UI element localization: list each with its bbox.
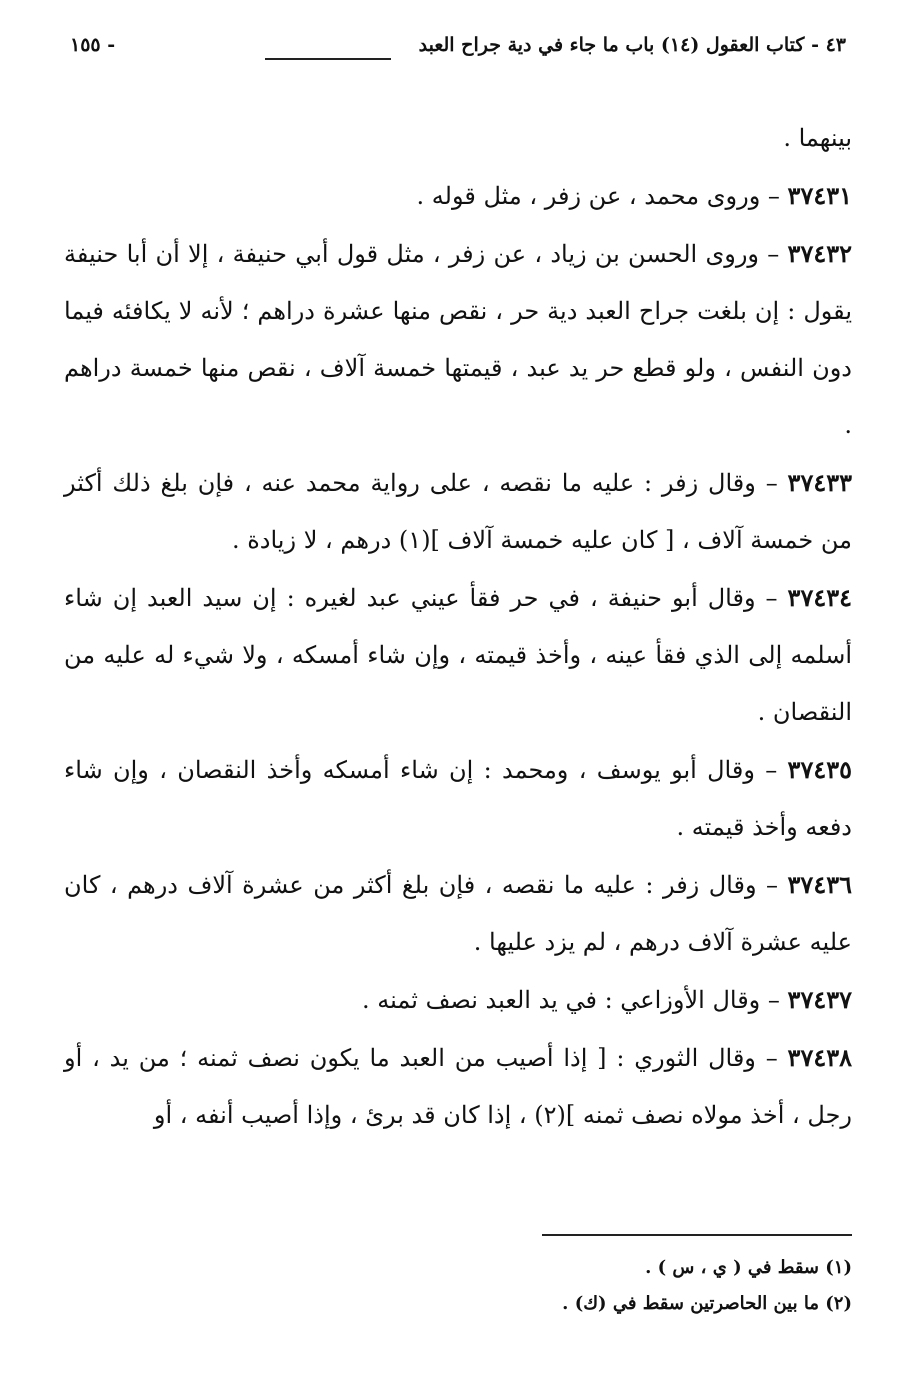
entry-number: ٣٧٤٣٥ (787, 755, 852, 784)
entry-number: ٣٧٤٣١ (787, 181, 852, 210)
chapter-title: ٤٣ - كتاب العقول (١٤) باب ما جاء في دية جراح العبد (418, 34, 846, 56)
header-rule (265, 58, 391, 60)
entry-number: ٣٧٤٣٧ (787, 985, 852, 1014)
paragraph (64, 971, 852, 1029)
entry-number: ٣٧٤٣٤ (787, 583, 852, 612)
entry-number: ٣٧٤٣٢ (787, 239, 852, 268)
paragraph-text: – وقال زفر : عليه ما نقصه ، فإن بلغ أكثر من عشرة آلاف درهم ، كان عليه عشرة آلاف درهم ، لم يزد عليها . (64, 871, 852, 956)
body-text (64, 110, 852, 1144)
paragraph (64, 1029, 852, 1144)
footnote: (١) سقط في ( ي ، س ) . (645, 1257, 852, 1278)
paragraph-text: – وروى الحسن بن زياد ، عن زفر ، مثل قول أبي حنيفة ، إلا أن أبا حنيفة يقول : إن بلغت جراح العبد دية حر ، نقص منها عشرة دراهم ؛ لأنه لا يكافئه فيما دون النفس ، ولو قطع حر يد عبد ، قيمتها خمسة آلاف ، نقص منها خمسة دراهم . (64, 240, 852, 439)
paragraph-text: – وقال الثوري : [ إذا أصيب من العبد ما يكون نصف ثمنه ؛ من يد ، أو رجل ، أخذ مولاه نصف ثمنه ](٢) ، إذا كان قد برئ ، وإذا أصيب أنفه ، أو (64, 1044, 852, 1129)
paragraph-continuation: بينهما . (783, 124, 852, 152)
footnote-separator (542, 1234, 852, 1236)
entry-number: ٣٧٤٣٣ (787, 468, 852, 497)
paragraph (64, 225, 852, 454)
footnote: (٢) ما بين الحاصرتين سقط في (ك) . (562, 1293, 852, 1314)
paragraph (64, 569, 852, 741)
page-number: ١٥٥ - (70, 34, 116, 56)
running-header (70, 34, 846, 74)
entry-number: ٣٧٤٣٨ (787, 1043, 852, 1072)
paragraph (64, 856, 852, 971)
paragraph-text: – وقال أبو يوسف ، ومحمد : إن شاء أمسكه وأخذ النقصان ، وإن شاء دفعه وأخذ قيمته . (64, 756, 852, 841)
paragraph-text: – وقال الأوزاعي : في يد العبد نصف ثمنه . (362, 986, 780, 1014)
paragraph-text: – وقال أبو حنيفة ، في حر فقأ عيني عبد لغيره : إن سيد العبد إن شاء أسلمه إلى الذي فقأ عينه ، وأخذ قيمته ، وإن شاء أمسكه ، ولا شيء له عليه من النقصان . (64, 584, 852, 726)
paragraph (64, 167, 852, 225)
paragraph-text: – وروى محمد ، عن زفر ، مثل قوله . (416, 182, 780, 210)
paragraph (64, 741, 852, 856)
entry-number: ٣٧٤٣٦ (787, 870, 852, 899)
paragraph (64, 454, 852, 569)
paragraph-text: – وقال زفر : عليه ما نقصه ، على رواية محمد عنه ، فإن بلغ ذلك أكثر من خمسة آلاف ، [ كان عليه خمسة آلاف ](١) درهم ، لا زيادة . (64, 469, 852, 554)
footnotes (64, 1250, 852, 1322)
